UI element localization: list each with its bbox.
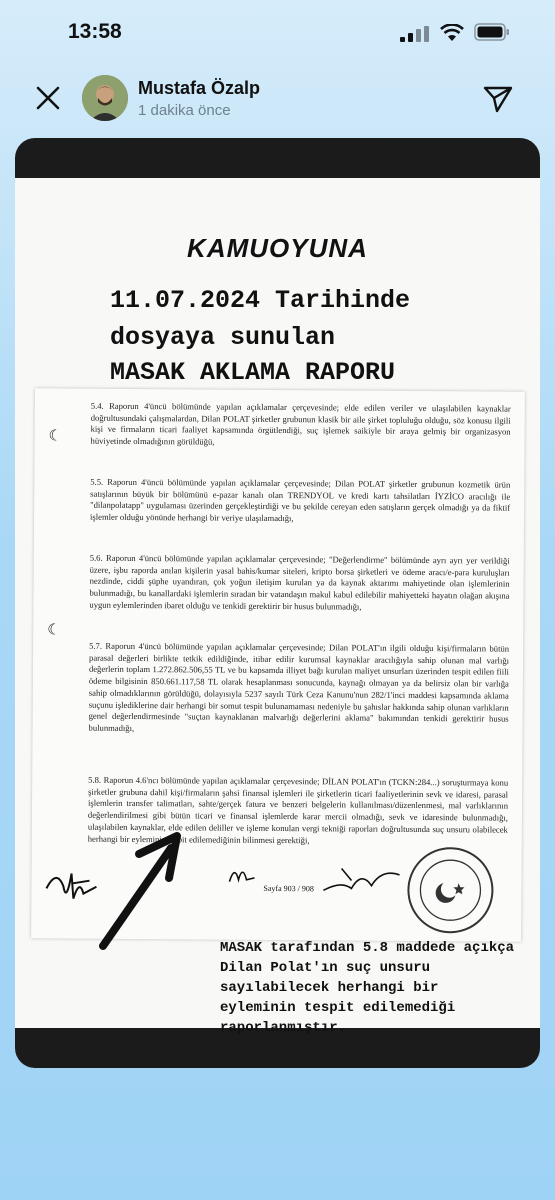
signal-icon [400,26,430,42]
official-stamp [403,843,499,939]
close-icon[interactable] [30,80,66,116]
send-icon[interactable] [480,80,516,116]
avatar[interactable] [82,75,128,121]
post-heading: KAMUOYUNA [187,233,368,263]
wifi-icon [440,24,464,42]
moon-icon: ☾ [47,621,61,639]
page-number: Sayfa 903 / 908 [263,883,314,894]
arrow-icon [85,818,195,958]
report-paragraph: 5.4. Raporun 4'üncü bölümünde yapılan açıklamalar çerçevesinde; elde edilen veriler ve ulaşılabilen kaynaklar doğrultusundaki çalışmalardan, Dilan POLAT şirketler grubunun klasik bir aile şirket topluluğu olduğu, söz konusu ilgili kişi ve firmaların ticari faaliyet kapsamında örgütlendiği, suç işlemek saikiyle bir araya gelmiş bir organizasyon hüviyetinde olmadığının görüldüğü, [90,400,511,447]
headline-line-1: 11.07.2024 Tarihinde [110,286,411,315]
username[interactable]: Mustafa Özalp [138,78,261,98]
document-image [15,178,540,1036]
battery-icon [474,23,510,41]
status-bar [0,0,555,62]
signature [226,860,261,890]
headline-line-3: MASAK AKLAMA RAPORU [110,358,396,387]
report-paragraph: 5.5. Raporun 4'üncü bölümünde yapılan açıklamalar çerçevesinde; Dilan POLAT şirketler grubunun kozmetik ürün satışlarının büyük bir bölümünü e-pazar kanalı olan TRENDYOL ve kredi kartı tahsilatları İYZİCO aracılığı ile "dilanpolatapp" uygulaması üzerinden gerçekleştirdiği ve bu şekilde cereyan eden satışların gerçek olmadığı ya da fiktif işlemler olduğu yönünde herhangi bir veriye ulaşılamadığı, [89,476,511,524]
status-time: 13:58 [68,20,122,43]
story-header [0,62,555,134]
post-timestamp: 1 dakika önce [138,102,231,119]
report-paragraph: 5.6. Raporun 4'üncü bölümünde yapılan açıklamalar çerçevesinde; "Değerlendirme" bölümünde ayrı ayrı yer verildiği üzere, işbu raporda anılan kişilerin yasal bahis/kumar siteleri, kripto borsa şirketleri ve ödeme aracı/e-para kuruluşları nezdinde, ciddi şüphe uyandıran, çok yoğun iletişim kurulan ya da kaynak aktarımı mahiyetinde olan işlemlerinin bulunmadığı, bu kanallardaki işlemlerin sıradan bir vatandaşın makul kabul edilebilir mahiyetteki hayatın olağan akışına uygun eylemlerinden ibaret olduğu ve tenkidi gerektirir bir husus bulunmadığı, [89,552,510,612]
headline-line-2: dosyaya sunulan [110,323,336,352]
moon-icon: ☾ [48,427,63,445]
signature [321,860,401,901]
story-post[interactable] [15,138,540,1068]
report-paragraph: 5.7. Raporun 4'üncü bölümünde yapılan açıklamalar çerçevesinde; Dilan POLAT'ın ilgili olduğu kişi/firmaların bütün parasal değerleri birlikte tetkik edildiğinde, itibar edilir kurumsal kaynaklar aracılığıyla sahip olunan mal varlığı değerlerin toplam 1.272.862.506,55 TL ve bu kapsamda illiyet bağı kurulan maliyet unsurları üzerinden tespit edilen fiili ödeme bilgisinin 850.661.117,58 TL olarak hesaplanması sonucunda, kaynağı olmayan ya da belirsiz olan bir varlığa sahip olmadıklarının görüldüğü, dolayısıyla 5237 sayılı Türk Ceza Kanunu'nun 282/1'inci maddesi kapsamında aklama suçunu işlediklerine dair herhangi bir somut tespit bulunamaması nedeniyle bu şahıslar hakkında sahip olunan varlıkların genel değerlendirmesinde "suçtan kaynaklanan malvarlığı değerlerini aklama" bakımından tenkidi gerektirir husus bulunmadığı, [88,640,510,733]
caption-text: MASAK tarafından 5.8 maddede açıkça Dilan Polat'ın suç unsuru sayılabilecek herhangi bir eyleminin tespit edilemediği raporlanmıştır. [220,940,515,1036]
report-paragraph: 5.8. Raporun 4.6'ncı bölümünde yapılan açıklamalar çerçevesinde; DİLAN POLAT'ın (TCKN:284...) soruşturmaya konu şirketler grubuna dahil kişi/firmaların şahsi finansal işlemleri ile şirketlerin ticari faaliyetlerinin sevk ve idaresi, parasal işlemlerin transfer talimatları, sahte/gerçek fatura ve benzeri belgelerin kullanılması/düzenlenmesi, mal varlıklarının değerlendirilmesi gibi bütün ticari ve finansal işlemlerde karar mercii olmadığı, sevk ve idaresinde bulunmadığı, ulaşılabilen kaynaklar, elde edilen deliller ve işleme konulan vergi tekniği raporları doğrultusunda suç unsuru olabilecek herhangi bir eyleminin tespit edilemediğinin bilinmesi gerektiği, [87,774,509,845]
